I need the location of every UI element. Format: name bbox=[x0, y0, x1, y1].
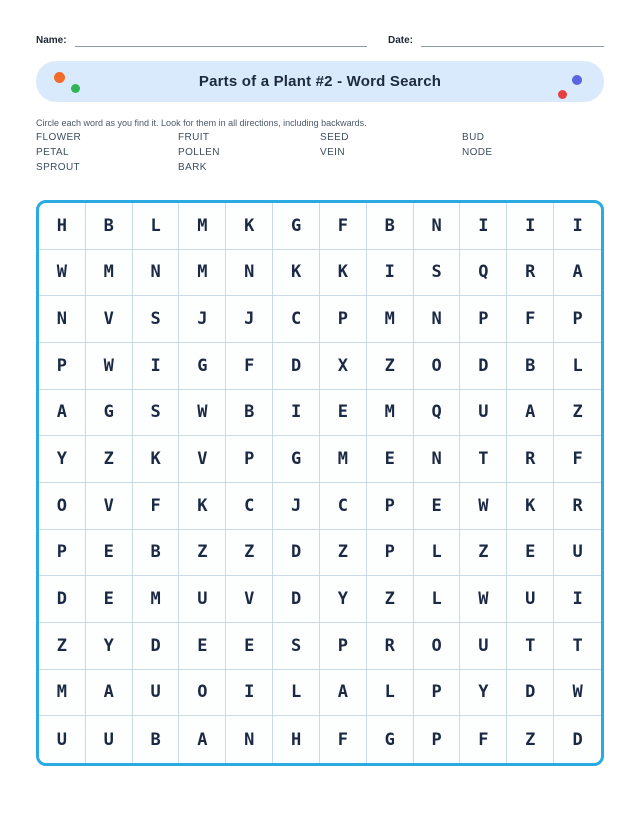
grid-cell[interactable]: F bbox=[554, 436, 601, 483]
grid-cell[interactable]: V bbox=[226, 576, 273, 623]
grid-cell[interactable]: Z bbox=[367, 343, 414, 390]
grid-cell[interactable]: R bbox=[554, 483, 601, 530]
grid-cell[interactable]: O bbox=[414, 623, 461, 670]
grid-cell[interactable]: D bbox=[460, 343, 507, 390]
grid-cell[interactable]: A bbox=[179, 716, 226, 763]
grid-cell[interactable]: X bbox=[320, 343, 367, 390]
title-banner bbox=[36, 61, 604, 102]
grid-cell[interactable]: I bbox=[273, 390, 320, 437]
grid-cell[interactable]: I bbox=[133, 343, 180, 390]
grid-cell[interactable]: I bbox=[507, 203, 554, 250]
page-title: Parts of a Plant #2 - Word Search bbox=[198, 73, 442, 90]
grid-cell[interactable]: G bbox=[86, 390, 133, 437]
date-field bbox=[388, 33, 604, 47]
grid-cell[interactable]: C bbox=[226, 483, 273, 530]
grid-cell[interactable]: N bbox=[414, 203, 461, 250]
grid-cell[interactable]: T bbox=[507, 623, 554, 670]
grid-cell[interactable]: L bbox=[414, 576, 461, 623]
grid-cell[interactable]: Q bbox=[414, 390, 461, 437]
grid-cell[interactable]: Z bbox=[226, 530, 273, 577]
word-item: SPROUT bbox=[36, 162, 81, 173]
grid-cell[interactable]: Y bbox=[320, 576, 367, 623]
grid-cell[interactable]: I bbox=[554, 576, 601, 623]
grid-cell[interactable]: K bbox=[320, 250, 367, 297]
grid-cell[interactable]: R bbox=[507, 250, 554, 297]
grid-cell[interactable]: Y bbox=[460, 670, 507, 717]
grid-cell[interactable]: L bbox=[133, 203, 180, 250]
grid-cell[interactable]: J bbox=[179, 296, 226, 343]
grid-cell[interactable]: D bbox=[273, 343, 320, 390]
grid-cell[interactable]: I bbox=[367, 250, 414, 297]
grid-cell[interactable]: K bbox=[179, 483, 226, 530]
grid-cell[interactable]: D bbox=[273, 576, 320, 623]
grid-cell[interactable]: B bbox=[133, 530, 180, 577]
grid-cell[interactable]: D bbox=[572, 729, 583, 750]
grid-cell[interactable]: U bbox=[460, 623, 507, 670]
grid-cell[interactable]: L bbox=[273, 670, 320, 717]
grid-cell[interactable]: Y bbox=[86, 623, 133, 670]
grid-cell[interactable]: K bbox=[226, 203, 273, 250]
grid-cell[interactable]: O bbox=[414, 343, 461, 390]
word-item: SEED bbox=[320, 132, 349, 143]
grid-cell[interactable]: B bbox=[507, 343, 554, 390]
grid-cell[interactable]: W bbox=[554, 670, 601, 717]
grid-cell[interactable]: E bbox=[320, 390, 367, 437]
grid-cell[interactable]: S bbox=[273, 623, 320, 670]
word-item: FLOWER bbox=[36, 132, 82, 143]
grid-cell[interactable]: N bbox=[414, 296, 461, 343]
grid-cell[interactable]: R bbox=[507, 436, 554, 483]
grid-cell[interactable]: U bbox=[179, 576, 226, 623]
grid-cell[interactable]: J bbox=[226, 296, 273, 343]
grid-cell[interactable]: W bbox=[460, 483, 507, 530]
grid-cell[interactable]: P bbox=[320, 623, 367, 670]
grid-cell[interactable]: A bbox=[554, 250, 601, 297]
puzzle-grid bbox=[39, 203, 601, 763]
grid-cell[interactable]: N bbox=[133, 250, 180, 297]
grid-cell[interactable]: G bbox=[273, 203, 320, 250]
grid-cell[interactable]: I bbox=[460, 203, 507, 250]
grid-cell[interactable]: D bbox=[507, 670, 554, 717]
orange-dot-icon bbox=[54, 72, 65, 83]
grid-cell[interactable]: U bbox=[39, 716, 86, 763]
grid-cell[interactable]: T bbox=[554, 623, 601, 670]
grid-cell[interactable]: M bbox=[39, 670, 86, 717]
grid-cell[interactable]: A bbox=[320, 670, 367, 717]
grid-cell[interactable]: G bbox=[367, 716, 414, 763]
grid-cell[interactable]: E bbox=[226, 623, 273, 670]
grid-cell[interactable]: U bbox=[507, 576, 554, 623]
grid-cell[interactable]: Z bbox=[320, 530, 367, 577]
name-field bbox=[36, 33, 367, 47]
grid-cell[interactable]: I bbox=[226, 670, 273, 717]
grid-cell[interactable]: K bbox=[273, 250, 320, 297]
grid-cell[interactable]: O bbox=[39, 483, 86, 530]
green-dot-icon bbox=[71, 84, 80, 93]
name-date-header bbox=[36, 33, 604, 47]
grid-cell[interactable]: L bbox=[554, 343, 601, 390]
grid-cell[interactable]: C bbox=[320, 483, 367, 530]
grid-cell[interactable]: D bbox=[273, 530, 320, 577]
grid-cell[interactable]: B bbox=[133, 716, 180, 763]
grid-cell[interactable]: M bbox=[367, 390, 414, 437]
grid-cell[interactable]: R bbox=[367, 623, 414, 670]
grid-cell[interactable]: L bbox=[367, 670, 414, 717]
grid-cell[interactable]: B bbox=[367, 203, 414, 250]
grid-cell[interactable]: B bbox=[86, 203, 133, 250]
grid-cell[interactable]: P bbox=[460, 296, 507, 343]
word-item: PETAL bbox=[36, 147, 69, 158]
word-item: BARK bbox=[178, 162, 207, 173]
grid-cell[interactable]: E bbox=[86, 576, 133, 623]
grid-cell[interactable]: M bbox=[86, 250, 133, 297]
grid-cell[interactable]: V bbox=[86, 296, 133, 343]
name-line[interactable] bbox=[75, 33, 367, 47]
word-item: BUD bbox=[462, 132, 485, 143]
grid-cell[interactable]: Y bbox=[39, 436, 86, 483]
grid-cell[interactable]: G bbox=[179, 343, 226, 390]
grid-cell[interactable]: U bbox=[460, 390, 507, 437]
grid-cell[interactable]: V bbox=[86, 483, 133, 530]
grid-cell[interactable]: F bbox=[133, 483, 180, 530]
grid-cell[interactable]: N bbox=[226, 250, 273, 297]
grid-cell[interactable]: P bbox=[367, 530, 414, 577]
grid-cell[interactable]: F bbox=[226, 343, 273, 390]
grid-cell[interactable]: U bbox=[86, 716, 133, 763]
grid-cell[interactable]: M bbox=[367, 296, 414, 343]
grid-cell[interactable]: O bbox=[179, 670, 226, 717]
date-label: Date: bbox=[388, 35, 414, 46]
grid-cell[interactable]: Z bbox=[179, 530, 226, 577]
grid-cell[interactable]: P bbox=[414, 716, 461, 763]
grid-cell[interactable]: F bbox=[320, 203, 367, 250]
grid-cell[interactable]: B bbox=[226, 390, 273, 437]
grid-cell[interactable]: M bbox=[179, 250, 226, 297]
grid-cell[interactable]: S bbox=[133, 390, 180, 437]
indigo-dot-icon bbox=[572, 75, 582, 85]
grid-cell[interactable]: E bbox=[414, 483, 461, 530]
grid-cell[interactable]: E bbox=[507, 530, 554, 577]
red-dot-icon bbox=[558, 90, 567, 99]
grid-cell[interactable]: M bbox=[133, 576, 180, 623]
grid-cell[interactable]: F bbox=[460, 716, 507, 763]
grid-cell[interactable]: A bbox=[507, 390, 554, 437]
grid-cell[interactable]: P bbox=[39, 343, 86, 390]
grid-cell[interactable]: Z bbox=[554, 390, 601, 437]
grid-cell[interactable]: Z bbox=[367, 576, 414, 623]
grid-cell[interactable]: N bbox=[39, 296, 86, 343]
grid-cell[interactable]: V bbox=[179, 436, 226, 483]
grid-cell[interactable]: W bbox=[179, 390, 226, 437]
grid-cell[interactable]: C bbox=[273, 296, 320, 343]
grid-cell[interactable]: F bbox=[320, 716, 367, 763]
grid-cell[interactable]: W bbox=[39, 250, 86, 297]
word-item: VEIN bbox=[320, 147, 345, 158]
grid-cell[interactable]: D bbox=[39, 576, 86, 623]
grid-cell[interactable]: Q bbox=[460, 250, 507, 297]
grid-cell[interactable]: E bbox=[86, 530, 133, 577]
grid-cell[interactable]: S bbox=[414, 250, 461, 297]
grid-cell[interactable]: A bbox=[39, 390, 86, 437]
word-item: POLLEN bbox=[178, 147, 220, 158]
grid-cell[interactable]: Z bbox=[39, 623, 86, 670]
grid-cell[interactable]: E bbox=[179, 623, 226, 670]
grid-cell[interactable]: P bbox=[39, 530, 86, 577]
grid-cell[interactable]: W bbox=[86, 343, 133, 390]
grid-cell[interactable]: H bbox=[273, 716, 320, 763]
grid-cell[interactable]: Z bbox=[460, 530, 507, 577]
grid-cell[interactable]: P bbox=[320, 296, 367, 343]
grid-cell[interactable]: S bbox=[133, 296, 180, 343]
grid-cell[interactable]: F bbox=[507, 296, 554, 343]
grid-cell[interactable]: A bbox=[86, 670, 133, 717]
grid-cell[interactable]: P bbox=[226, 436, 273, 483]
grid-cell[interactable]: P bbox=[414, 670, 461, 717]
grid-cell[interactable]: G bbox=[273, 436, 320, 483]
grid-cell[interactable]: E bbox=[367, 436, 414, 483]
grid-cell[interactable]: L bbox=[414, 530, 461, 577]
grid-cell[interactable]: N bbox=[414, 436, 461, 483]
word-list bbox=[36, 133, 604, 173]
grid-cell[interactable]: K bbox=[507, 483, 554, 530]
grid-cell[interactable]: Z bbox=[507, 716, 554, 763]
grid-cell[interactable]: N bbox=[226, 716, 273, 763]
grid-cell[interactable]: W bbox=[460, 576, 507, 623]
grid-cell[interactable]: M bbox=[320, 436, 367, 483]
word-item: FRUIT bbox=[178, 132, 210, 143]
puzzle-frame bbox=[36, 200, 604, 766]
date-line[interactable] bbox=[421, 33, 604, 47]
instructions-text: Circle each word as you find it. Look for them in all directions, including backwards. bbox=[36, 118, 367, 128]
word-item: NODE bbox=[462, 147, 493, 158]
grid-cell[interactable]: T bbox=[460, 436, 507, 483]
name-label: Name: bbox=[36, 35, 67, 46]
grid-cell[interactable]: P bbox=[367, 483, 414, 530]
grid-cell[interactable]: U bbox=[133, 670, 180, 717]
grid-cell[interactable]: P bbox=[554, 296, 601, 343]
grid-cell[interactable]: H bbox=[39, 203, 86, 250]
grid-cell[interactable]: K bbox=[133, 436, 180, 483]
grid-cell[interactable]: I bbox=[554, 203, 601, 250]
grid-cell[interactable]: M bbox=[179, 203, 226, 250]
grid-cell[interactable]: U bbox=[554, 530, 601, 577]
grid-cell[interactable]: J bbox=[273, 483, 320, 530]
grid-cell[interactable]: Z bbox=[86, 436, 133, 483]
grid-cell[interactable]: D bbox=[133, 623, 180, 670]
